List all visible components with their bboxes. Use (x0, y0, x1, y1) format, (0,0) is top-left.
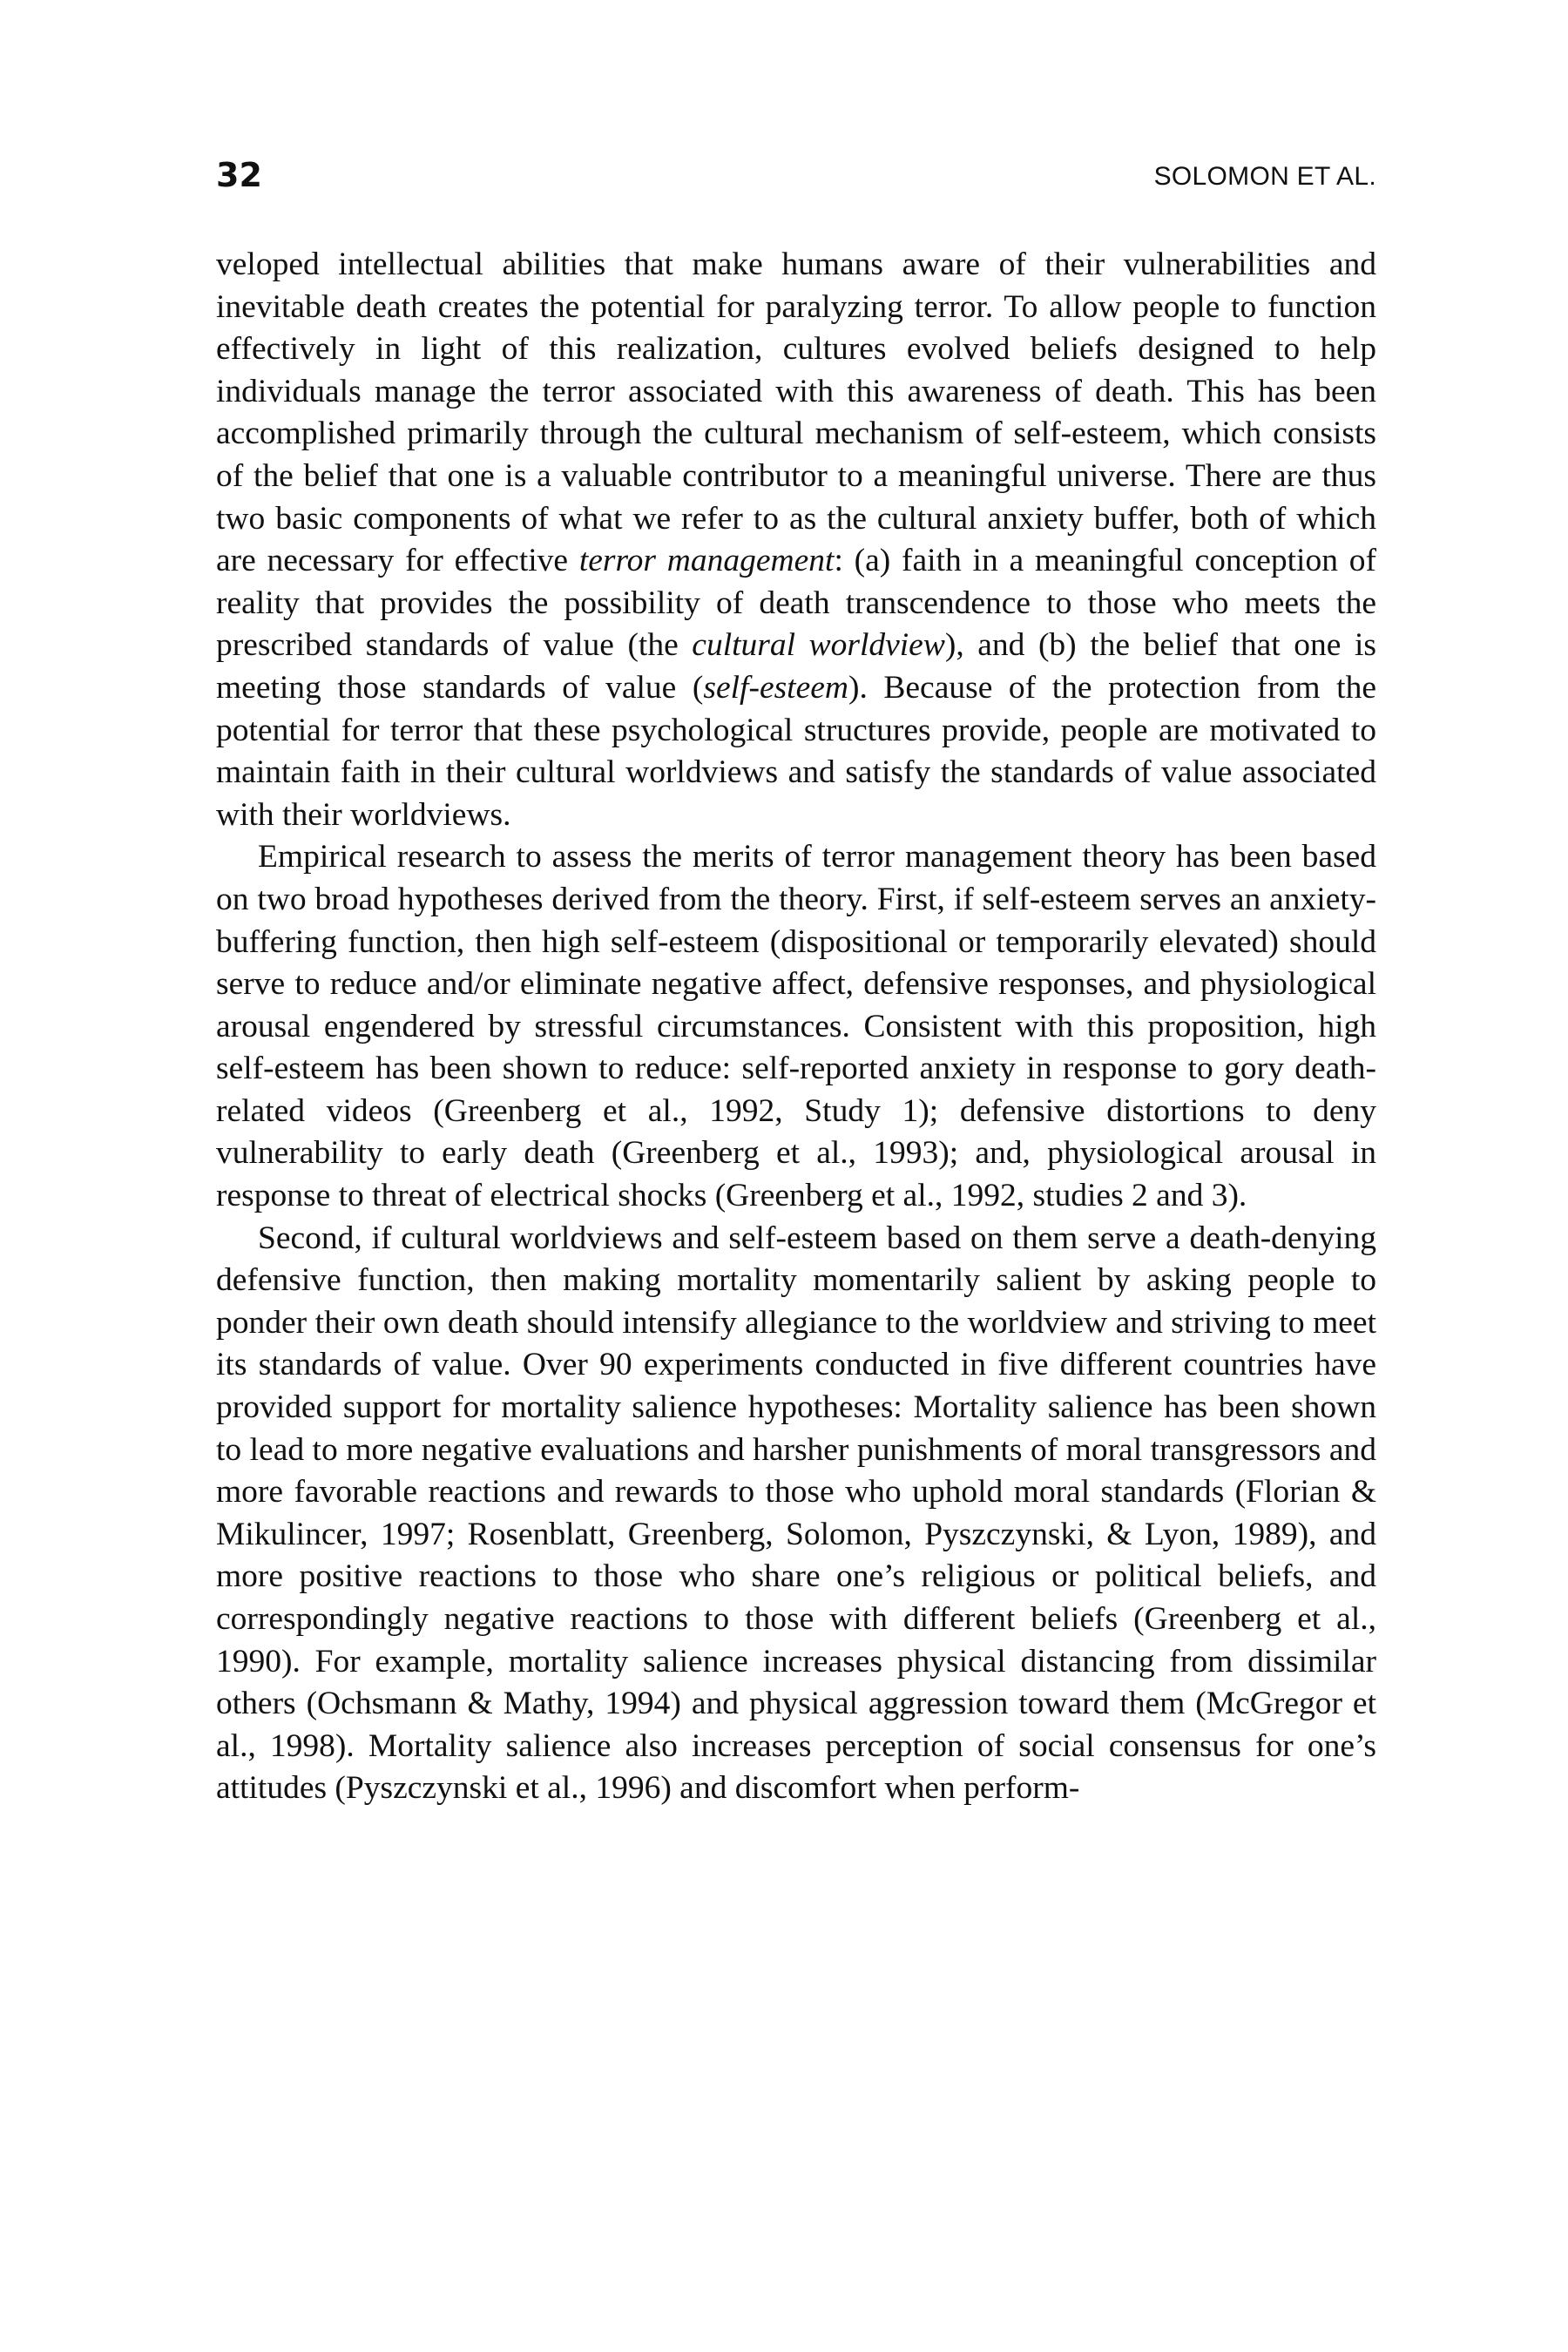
running-title: SOLOMON ET AL. (1153, 162, 1376, 191)
paragraph-2: Empirical research to assess the merits of terror management theory has been based on two broad hypotheses derived from the theory. First, if self-esteem serves an anxiety-buffering function, then high self-esteem (dispositional or temporarily elevated) should serve to reduce and/or eliminate negative affect, defensive responses, and physiological arousal engendered by stressful circumstances. Consistent with this proposition, high self-esteem has been shown to reduce: self-reported anxiety in response to gory death-related videos (Greenberg et al., 1992, Study 1); defensive distortions to deny vulnerability to early death (Greenberg et al., 1993); and, physiological arousal in response to threat of electrical shocks (Greenberg et al., 1992, studies 2 and 3). (216, 839, 1376, 1214)
italic-term-self-esteem: self-esteem (703, 669, 848, 706)
paragraph-3: Second, if cultural worldviews and self-esteem based on them serve a death-denying defensive function, then making mortality momentarily salient by asking people to ponder their own death should intensify allegiance to the worldview and striving to meet its standards of value. Over 90 experiments conducted in five different countries have provided support for mortality salience hypotheses: Mortality salience has been shown to lead to more negative evaluations and harsher punishments of moral transgressors and more favorable reactions and rewards to those who uphold moral standards (Florian & Mikulincer, 1997; Rosenblatt, Greenberg, Solomon, Pyszczynski, & Lyon, 1989), and more positive reactions to those who share one’s religious or political beliefs, and correspondingly negative reactions to those with different beliefs (Greenberg et al., 1990). For example, mortality salience increases physical distancing from dissimilar others (Ochsmann & Mathy, 1994) and physical aggression toward them (McGregor et al., 1998). Mortality salience also increases perception of social consensus for one’s attitudes (Pyszczynski et al., 1996) and discomfort when perform- (216, 1220, 1376, 1807)
body-text (216, 244, 1376, 1810)
running-head (216, 153, 1376, 197)
paragraph-1-text-2: : (a) faith in a meaningful conception of reality that provides the possibility of death transcendence to those who meets the prescribed standards of value (the (216, 543, 1376, 664)
paragraph-1-text-4: ). Because of the protection from the potential for terror that these psychological structures provide, people are motivated to maintain faith in their cultural worldviews and satisfy the standards of value associated with their worldviews. (216, 669, 1376, 833)
paragraph-1-text-3: ), and (b) the belief that one is meeting those standards of value ( (216, 627, 1376, 706)
paragraph-1-text: veloped intellectual abilities that make humans aware of their vulnerabilities and inevitable death creates the potential for paralyzing terror. To allow people to function effectively in light of this realization, cultures evolved beliefs designed to help individuals manage the terror associated with this awareness of death. This has been accomplished primarily through the cultural mechanism of self-esteem, which consists of the belief that one is a valuable contributor to a meaningful universe. There are thus two basic components of what we refer to as the cultural anxiety buffer, both of which are necessary for effective (216, 247, 1376, 579)
italic-term-cultural-worldview: cultural worldview (692, 627, 945, 664)
paragraph-1 (216, 244, 1376, 836)
italic-term-terror-management: terror management (578, 543, 835, 579)
page-number: 32 (216, 156, 262, 194)
